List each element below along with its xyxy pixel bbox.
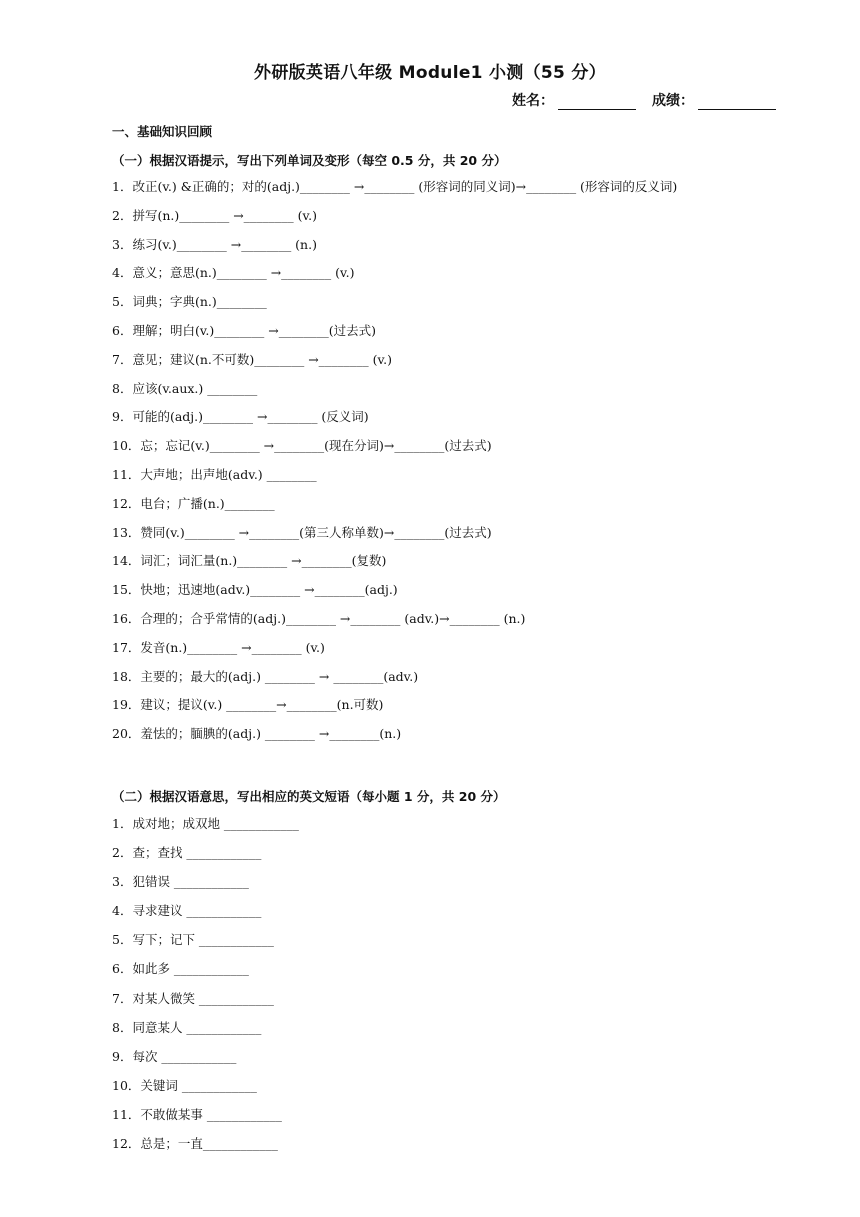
name-score-row — [512, 90, 776, 110]
list-item: 8．应该(v.aux.) ________ — [112, 380, 258, 396]
list-item: 17．发音(n.)________ →________ (v.) — [112, 639, 325, 655]
list-item: 11．不敢做某事 ____________ — [112, 1106, 282, 1122]
list-item: 4．意义；意思(n.)________ →________ (v.) — [112, 265, 355, 281]
part1-heading: （一）根据汉语提示，写出下列单词及变形（每空 0.5 分，共 20 分） — [112, 153, 507, 168]
list-item: 2．拼写(n.)________ →________ (v.) — [112, 207, 317, 223]
list-item: 6．理解；明白(v.)________ →________(过去式) — [112, 322, 376, 338]
part2-heading: （二）根据汉语意思，写出相应的英文短语（每小题 1 分，共 20 分） — [112, 789, 506, 804]
score-label: 成绩： — [652, 93, 694, 109]
list-item: 15．快地；迅速地(adv.)________ →________(adj.) — [112, 582, 398, 598]
name-label: 姓名： — [512, 93, 554, 109]
list-item: 11．大声地；出声地(adv.) ________ — [112, 466, 317, 482]
list-item: 10．忘；忘记(v.)________ →________(现在分词)→________(过去式) — [112, 438, 492, 454]
section-heading: 一、基础知识回顾 — [112, 124, 213, 139]
list-item: 3．练习(v.)________ →________ (n.) — [112, 236, 317, 252]
part2-list — [112, 815, 299, 1164]
list-item: 20．羞怯的；腼腆的(adj.) ________ →________(n.) — [112, 726, 402, 742]
list-item: 10．关键词 ____________ — [112, 1077, 257, 1093]
list-item: 8．同意某人 ____________ — [112, 1019, 262, 1035]
list-item: 13．赞同(v.)________ →________(第三人称单数)→________(过去式) — [112, 524, 492, 540]
list-item: 16．合理的；合乎常情的(adj.)________ →________ (adv.)→________ (n.) — [112, 610, 526, 626]
list-item: 14．词汇；词汇量(n.)________ →________(复数) — [112, 553, 387, 569]
list-item: 3．犯错误 ____________ — [112, 874, 249, 890]
list-item: 18．主要的；最大的(adj.) ________ → ________(adv.) — [112, 668, 419, 684]
list-item: 19．建议；提议(v.) ________→________(n.可数) — [112, 697, 384, 713]
list-item: 1．改正(v.) &正确的；对的(adj.)________ →________ (形容词的同义词)→________ (形容词的反义词) — [112, 179, 678, 194]
list-item: 9．每次 ____________ — [112, 1048, 237, 1064]
list-item: 1．成对地；成双地 ____________ — [112, 816, 299, 831]
page-title: 外研版英语八年级 Module1 小测（55 分） — [254, 63, 606, 83]
list-item: 9．可能的(adj.)________ →________ (反义词) — [112, 409, 369, 425]
score-blank[interactable] — [698, 93, 776, 110]
list-item: 5．写下；记下 ____________ — [112, 932, 274, 948]
list-item: 7．意见；建议(n.不可数)________ →________ (v.) — [112, 351, 392, 367]
list-item: 12．电台；广播(n.)________ — [112, 495, 275, 511]
list-item: 4．寻求建议 ____________ — [112, 903, 262, 919]
list-item: 7．对某人微笑 ____________ — [112, 990, 274, 1006]
list-item: 6．如此多 ____________ — [112, 961, 249, 977]
name-blank[interactable] — [558, 93, 636, 110]
list-item: 12．总是；一直____________ — [112, 1136, 278, 1152]
list-item: 2．查；查找 ____________ — [112, 845, 262, 861]
list-item: 5．词典；字典(n.)________ — [112, 294, 267, 310]
part1-list — [112, 178, 677, 754]
